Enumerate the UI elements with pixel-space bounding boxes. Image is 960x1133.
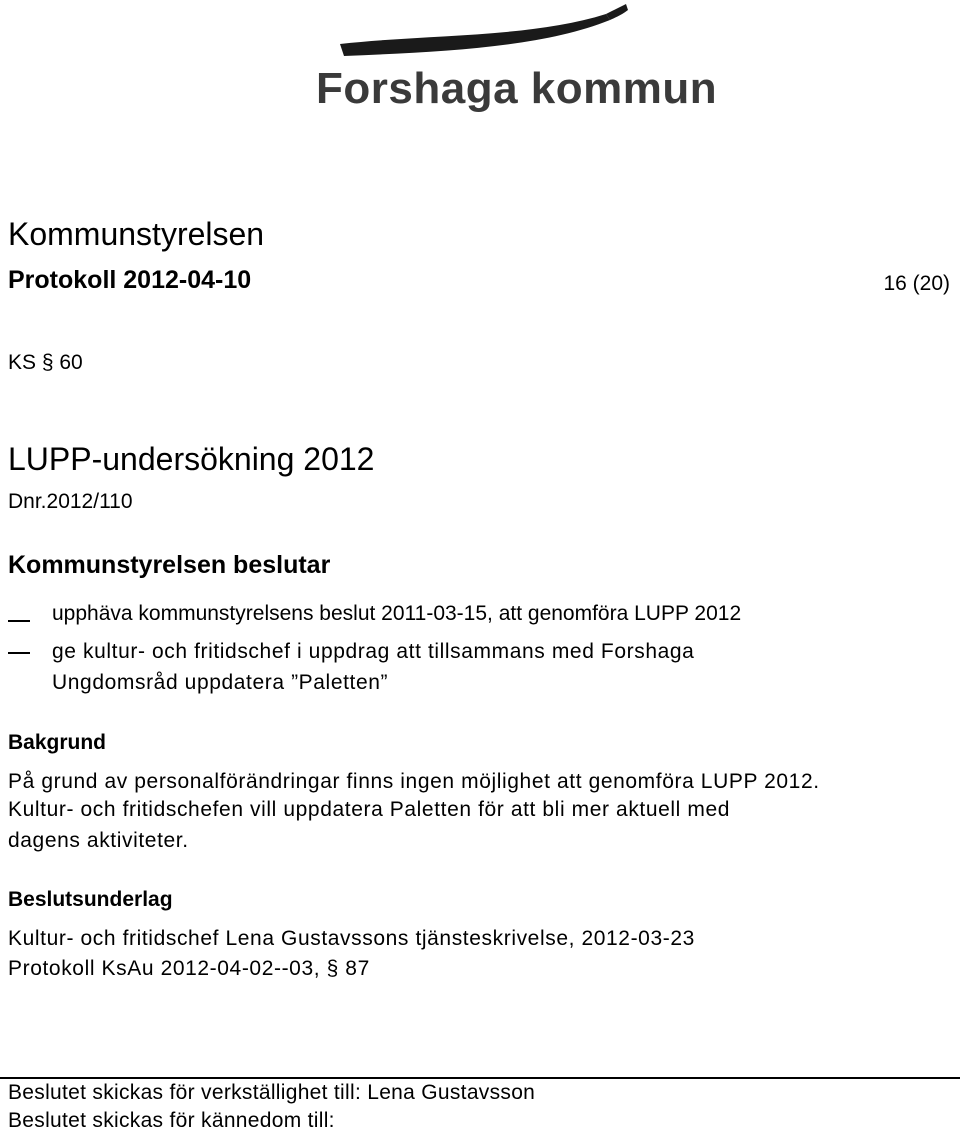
background-line: På grund av personalförändringar finns ingen möjlighet att genomföra LUPP 2012. [8, 770, 820, 793]
decision-item-continuation: Ungdomsråd uppdatera ”Paletten” [52, 671, 389, 694]
organization-heading: Kommunstyrelsen [8, 216, 265, 252]
paragraph-reference: KS § 60 [8, 351, 83, 374]
background-line: dagens aktiviteter. [8, 829, 189, 852]
footer-line: Beslutet skickas för verkställighet till: Lena Gustavsson [8, 1081, 536, 1104]
basis-line: Protokoll KsAu 2012-04-02--03, § 87 [8, 957, 370, 980]
basis-heading: Beslutsunderlag [8, 888, 173, 911]
footer-line: Beslutet skickas för kännedom till: [8, 1109, 335, 1132]
page-number: 16 (20) [883, 272, 950, 295]
footer-divider [0, 1077, 960, 1079]
protocol-heading: Protokoll 2012-04-10 [8, 266, 252, 294]
document-title: LUPP-undersökning 2012 [8, 441, 375, 477]
forshaga-logo [310, 4, 718, 114]
diary-number: Dnr.2012/110 [8, 490, 133, 513]
logo-text: Forshaga kommun [316, 64, 718, 113]
basis-line: Kultur- och fritidschef Lena Gustavssons tjänsteskrivelse, 2012-03-23 [8, 927, 695, 950]
background-heading: Bakgrund [8, 731, 107, 754]
decision-item: ge kultur- och fritidschef i uppdrag att tillsammans med Forshaga [52, 640, 695, 663]
dash-bullet-icon [8, 620, 30, 622]
background-line: Kultur- och fritidschefen vill uppdatera Paletten för att bli mer aktuell med [8, 798, 731, 821]
decision-item: upphäva kommunstyrelsens beslut 2011-03-15, att genomföra LUPP 2012 [52, 602, 742, 625]
decision-heading: Kommunstyrelsen beslutar [8, 551, 331, 579]
dash-bullet-icon [8, 652, 30, 654]
